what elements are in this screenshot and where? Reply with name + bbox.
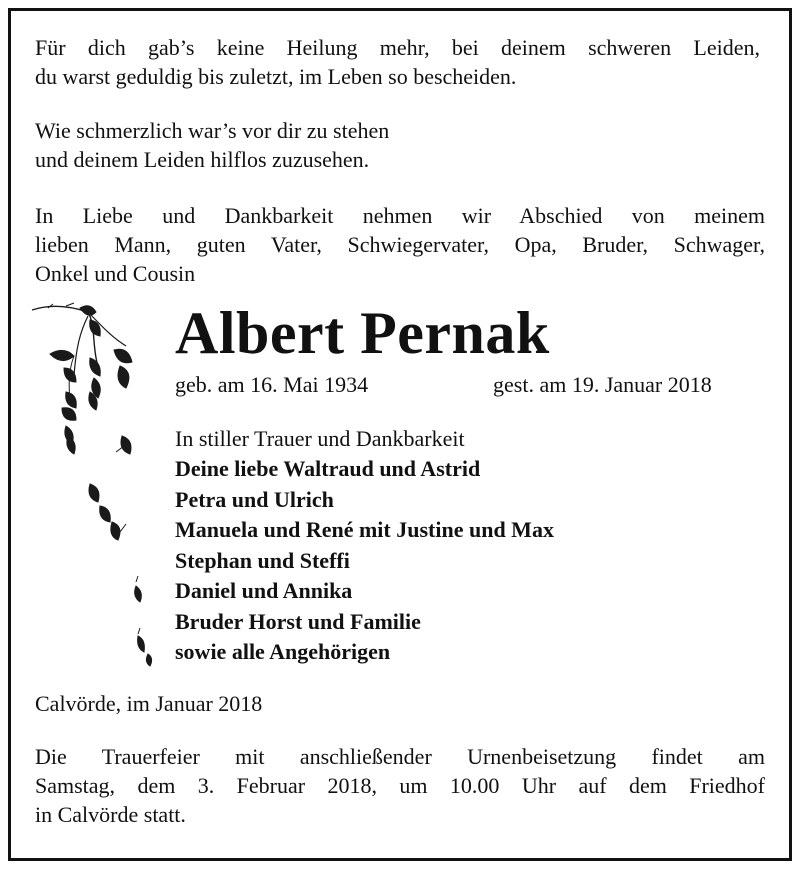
mourner-name: Stephan und Steffi — [175, 547, 350, 573]
place-and-date: Calvörde, im Januar 2018 — [35, 691, 263, 716]
intro-line: lieben Mann, guten Vater, Schwiegervater, Opa, Bruder, Schwager, — [35, 232, 765, 257]
intro-line: Onkel und Cousin — [35, 261, 196, 286]
funeral-line: in Calvörde statt. — [35, 802, 186, 827]
poem-first-stanza — [35, 33, 760, 91]
poem-line: und deinem Leiden hilflos zuzusehen. — [35, 147, 370, 172]
death-date: gest. am 19. Januar 2018 — [493, 372, 712, 397]
poem-second-stanza — [35, 116, 389, 174]
deceased-name: Albert Pernak — [175, 300, 550, 366]
funeral-line: Die Trauerfeier mit anschließender Urnenbeisetzung findet am — [35, 744, 765, 769]
mourner-name: sowie alle Angehörigen — [175, 639, 391, 664]
mourner-name: Bruder Horst und Familie — [175, 608, 421, 634]
birch-branch-with-falling-leaves-icon — [30, 296, 160, 676]
intro-line: In Liebe und Dankbarkeit nehmen wir Abschied von meinem — [35, 203, 765, 228]
farewell-intro — [35, 201, 765, 288]
birth-date: geb. am 16. Mai 1934 — [175, 372, 369, 397]
mourners-heading: In stiller Trauer und Dankbarkeit — [175, 426, 465, 451]
poem-line: du warst geduldig bis zuletzt, im Leben so bescheiden. — [35, 64, 517, 89]
mourner-name: Petra und Ulrich — [175, 486, 334, 512]
funeral-information — [35, 742, 765, 829]
mourner-name: Manuela und René mit Justine und Max — [175, 517, 554, 542]
mourner-name: Daniel und Annika — [175, 578, 353, 603]
mourner-name: Deine liebe Waltraud und Astrid — [175, 456, 481, 481]
poem-line: Wie schmerzlich war’s vor dir zu stehen — [35, 118, 390, 143]
mourners-list — [175, 454, 554, 668]
funeral-line: Samstag, dem 3. Februar 2018, um 10.00 Uhr auf dem Friedhof — [35, 773, 765, 798]
poem-line: Für dich gab’s keine Heilung mehr, bei deinem schweren Leiden, — [35, 35, 760, 60]
